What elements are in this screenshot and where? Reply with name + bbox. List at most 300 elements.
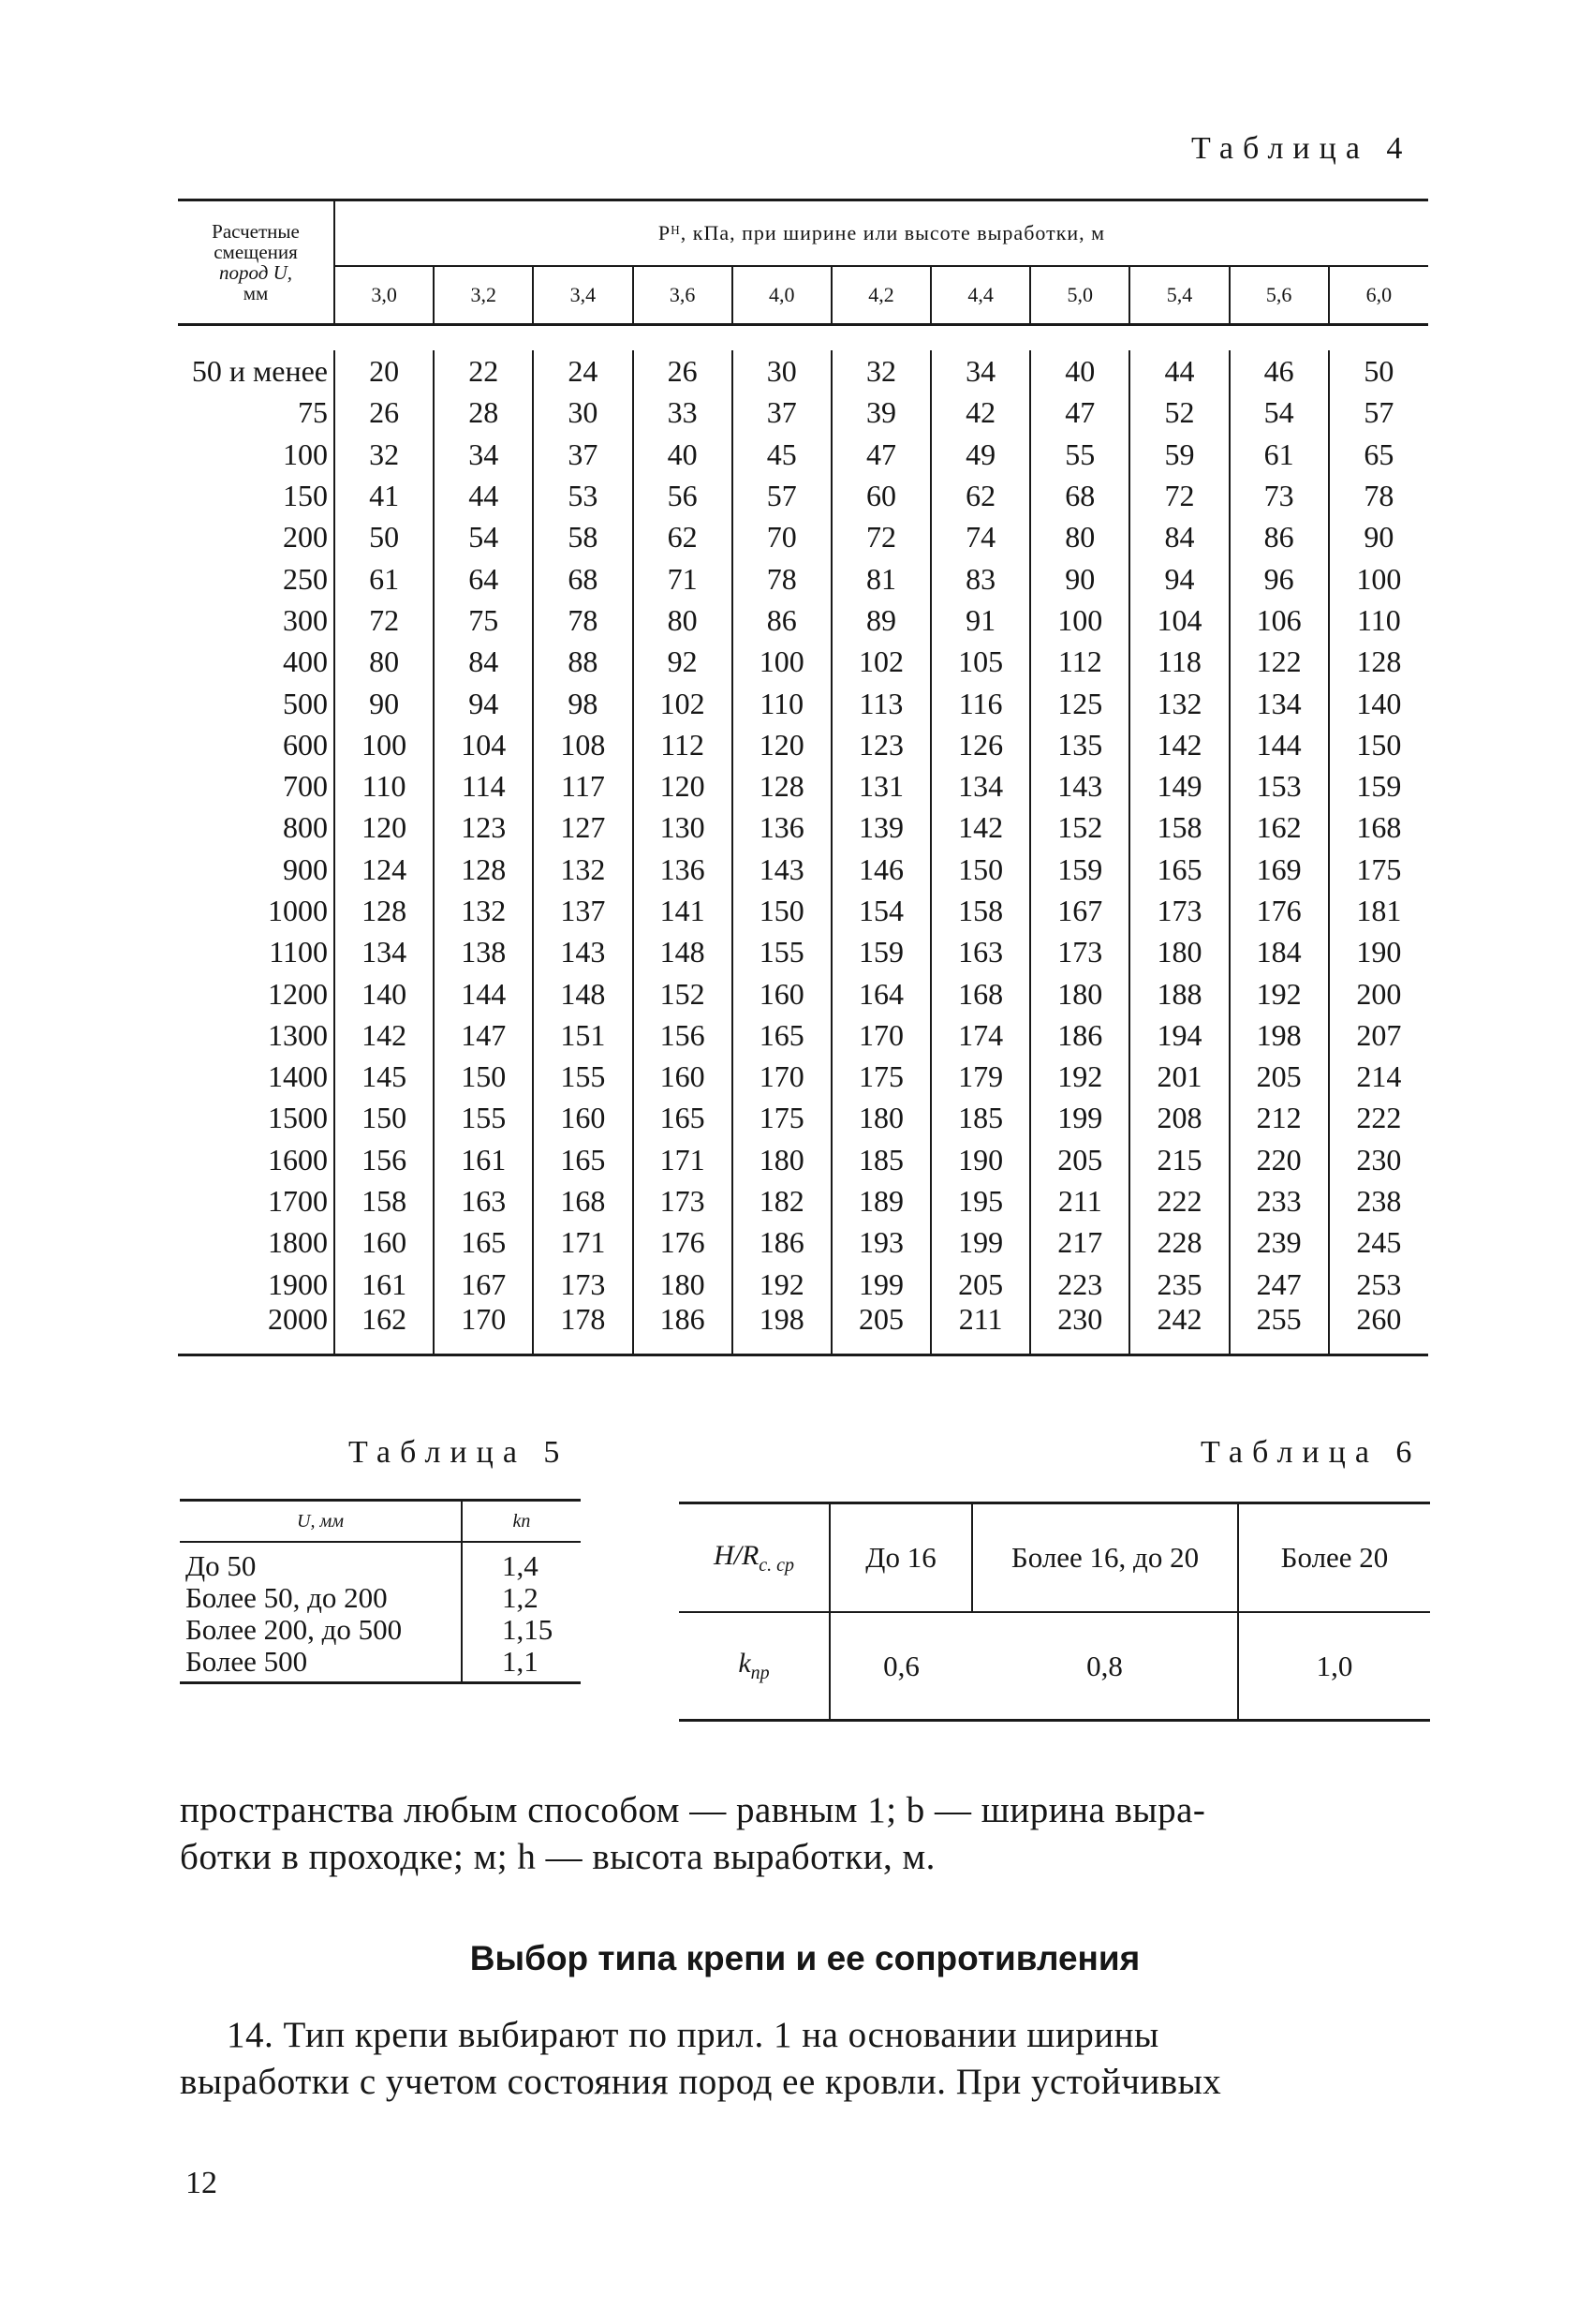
table-cell: 211 <box>931 1305 1030 1355</box>
table-cell: 54 <box>434 516 533 557</box>
table-cell: 162 <box>1230 807 1329 848</box>
table-cell: 126 <box>931 724 1030 765</box>
table-cell: 50 <box>1329 350 1428 392</box>
table-cell: 30 <box>732 350 832 392</box>
table-cell: 118 <box>1129 641 1229 682</box>
table-cell: 116 <box>931 682 1030 723</box>
table-cell: 180 <box>832 1097 931 1138</box>
table-cell: 159 <box>1329 765 1428 807</box>
table-cell: 184 <box>1230 931 1329 972</box>
table-cell: 32 <box>832 350 931 392</box>
table-cell: 112 <box>633 724 732 765</box>
paragraph-14-line: 14. Тип крепи выбирают по прил. 1 на основании ширины <box>227 2015 1159 2055</box>
table-cell: 192 <box>1030 1056 1129 1097</box>
table-cell: 239 <box>1230 1221 1329 1263</box>
table-cell: 208 <box>1129 1097 1229 1138</box>
table5-labels <box>180 1542 462 1683</box>
table-cell: 28 <box>434 392 533 433</box>
table-cell: 181 <box>1329 890 1428 931</box>
table4-caption: Таблица 4 <box>1191 131 1412 166</box>
table-cell: 150 <box>361 1101 407 1135</box>
column-header: 3,0 <box>334 266 434 325</box>
table-row <box>178 849 1428 890</box>
table-cell: 30 <box>533 392 632 433</box>
table-cell: 165 <box>1129 849 1229 890</box>
table-cell: 160 <box>732 972 832 1014</box>
table-cell: 102 <box>633 682 732 723</box>
table-cell: 68 <box>533 557 632 599</box>
table-cell: 171 <box>633 1139 732 1180</box>
table-cell: 89 <box>832 600 931 641</box>
table-cell: 215 <box>1129 1139 1229 1180</box>
column-header: 4,0 <box>732 266 832 325</box>
table6-row1-label-main: H/R <box>713 1539 760 1571</box>
table6-row1-label-sub: с. ср <box>759 1554 795 1576</box>
table-cell: 170 <box>434 1305 533 1355</box>
table-cell: 152 <box>1030 807 1129 848</box>
table-cell: 60 <box>832 475 931 516</box>
table5-value: 1,1 <box>502 1645 538 1678</box>
table-cell: 173 <box>1030 931 1129 972</box>
table-cell: 128 <box>434 849 533 890</box>
table-cell: 37 <box>533 434 632 475</box>
table5-value: 1,2 <box>502 1581 538 1614</box>
table-cell: 253 <box>1329 1264 1428 1305</box>
table-cell: 143 <box>732 849 832 890</box>
row-label: 1800 <box>178 1221 334 1263</box>
table5-header-k: kп <box>462 1501 581 1543</box>
table-row <box>178 1221 1428 1263</box>
table-cell: 127 <box>533 807 632 848</box>
table-cell: 180 <box>1030 972 1129 1014</box>
table-cell: 165 <box>533 1139 632 1180</box>
table-cell: 132 <box>533 849 632 890</box>
table-cell: 110 <box>361 769 406 804</box>
table-row <box>178 516 1428 557</box>
table-cell: 136 <box>633 849 732 890</box>
column-header: 4,2 <box>832 266 931 325</box>
column-header: 5,6 <box>1230 266 1329 325</box>
row-label: 1700 <box>178 1180 334 1221</box>
table-row <box>178 972 1428 1014</box>
table-cell: 57 <box>1329 392 1428 433</box>
table-cell: 168 <box>1329 807 1428 848</box>
table-cell: 112 <box>1030 641 1129 682</box>
table-cell: 122 <box>1230 641 1329 682</box>
table-cell: 185 <box>832 1139 931 1180</box>
table-cell: 84 <box>434 641 533 682</box>
table-cell: 132 <box>434 890 533 931</box>
table-cell: 37 <box>732 392 832 433</box>
table-cell: 201 <box>1129 1056 1229 1097</box>
table-cell: 33 <box>633 392 732 433</box>
table-cell: 161 <box>434 1139 533 1180</box>
table-cell: 26 <box>633 350 732 392</box>
table-cell: 56 <box>633 475 732 516</box>
table-cell: 100 <box>361 727 407 762</box>
table-cell: 169 <box>1230 849 1329 890</box>
table5-label: До 50 <box>185 1549 257 1582</box>
table-cell: 161 <box>361 1266 407 1301</box>
table-cell: 163 <box>434 1180 533 1221</box>
table-cell: 110 <box>732 682 832 723</box>
table5-label: Более 500 <box>185 1645 308 1678</box>
table-cell: 102 <box>832 641 931 682</box>
row-label: 700 <box>178 765 334 807</box>
table-cell: 61 <box>1230 434 1329 475</box>
table-cell: 148 <box>633 931 732 972</box>
table-row <box>178 1014 1428 1056</box>
row-label: 250 <box>178 557 334 599</box>
row-label: 1400 <box>178 1056 334 1097</box>
table-cell: 117 <box>533 765 632 807</box>
table-cell: 150 <box>931 849 1030 890</box>
row-label: 1200 <box>178 972 334 1014</box>
table-cell: 173 <box>533 1264 632 1305</box>
table-cell: 173 <box>1129 890 1229 931</box>
table-cell: 39 <box>832 392 931 433</box>
table-cell: 140 <box>361 976 407 1011</box>
row-label: 300 <box>178 600 334 641</box>
table-cell: 120 <box>361 810 407 845</box>
table-cell: 49 <box>931 434 1030 475</box>
table-cell: 72 <box>832 516 931 557</box>
table-cell: 233 <box>1230 1180 1329 1221</box>
table-cell: 80 <box>369 644 400 679</box>
table-row <box>178 765 1428 807</box>
table6-row2-label-main: k <box>738 1648 751 1679</box>
table-cell: 144 <box>434 972 533 1014</box>
table-row <box>178 724 1428 765</box>
row-label: 500 <box>178 682 334 723</box>
table-cell: 180 <box>1129 931 1229 972</box>
table-cell: 242 <box>1129 1305 1229 1355</box>
table-cell: 91 <box>931 600 1030 641</box>
table-cell: 90 <box>369 686 400 720</box>
spacer <box>178 325 1428 351</box>
table-cell: 149 <box>1129 765 1229 807</box>
table-cell: 171 <box>533 1221 632 1263</box>
table-cell: 124 <box>361 851 407 886</box>
table-cell: 81 <box>832 557 931 599</box>
table-cell: 128 <box>361 894 407 927</box>
table-cell: 134 <box>361 935 407 970</box>
table-cell: 113 <box>832 682 931 723</box>
table-cell: 47 <box>832 434 931 475</box>
table-cell: 20 <box>369 354 400 389</box>
table6-cell: 0,6 <box>830 1612 972 1721</box>
table-cell: 71 <box>633 557 732 599</box>
table-cell: 165 <box>633 1097 732 1138</box>
table-cell: 24 <box>533 350 632 392</box>
table-cell: 100 <box>1030 600 1129 641</box>
table-cell: 75 <box>434 600 533 641</box>
table-cell: 65 <box>1329 434 1428 475</box>
column-header: 5,0 <box>1030 266 1129 325</box>
table-cell: 164 <box>832 972 931 1014</box>
page-number: 12 <box>185 2166 217 2200</box>
table-cell: 180 <box>732 1139 832 1180</box>
table-row <box>178 475 1428 516</box>
column-header: 4,4 <box>931 266 1030 325</box>
row-label: 1500 <box>178 1097 334 1138</box>
table-row <box>178 1056 1428 1097</box>
table-cell: 143 <box>1030 765 1129 807</box>
table-cell: 188 <box>1129 972 1229 1014</box>
table-cell: 222 <box>1129 1180 1229 1221</box>
table-cell: 205 <box>931 1264 1030 1305</box>
table-cell: 168 <box>931 972 1030 1014</box>
table-cell: 173 <box>633 1180 732 1221</box>
table-cell: 175 <box>832 1056 931 1097</box>
table-cell: 83 <box>931 557 1030 599</box>
row-label: 600 <box>178 724 334 765</box>
table-cell: 186 <box>633 1305 732 1355</box>
table-cell: 137 <box>533 890 632 931</box>
table5-value: 1,15 <box>502 1613 553 1646</box>
table-4 <box>178 199 1428 1356</box>
table-cell: 73 <box>1230 475 1329 516</box>
table-cell: 80 <box>1030 516 1129 557</box>
table-cell: 120 <box>732 724 832 765</box>
table-cell: 260 <box>1329 1305 1428 1355</box>
param-header-line: мм <box>243 282 269 304</box>
table-cell: 80 <box>633 600 732 641</box>
continuation-line: ботки в проходке; м; h — высота выработки, м. <box>180 1837 936 1877</box>
table-cell: 175 <box>732 1097 832 1138</box>
table-cell: 132 <box>1129 682 1229 723</box>
table-cell: 205 <box>1230 1056 1329 1097</box>
table-cell: 195 <box>931 1180 1030 1221</box>
param-header-line: пород U, <box>218 261 292 284</box>
table-cell: 222 <box>1329 1097 1428 1138</box>
table6-cell: 1,0 <box>1238 1612 1430 1721</box>
table-cell: 123 <box>832 724 931 765</box>
table-row <box>178 1097 1428 1138</box>
table-cell: 162 <box>334 1305 434 1355</box>
table-cell: 50 <box>369 520 400 555</box>
table-cell: 142 <box>931 807 1030 848</box>
table6-row2-label <box>679 1612 830 1721</box>
table5-caption: Таблица 5 <box>348 1435 569 1470</box>
table-cell: 40 <box>633 434 732 475</box>
table-cell: 34 <box>434 434 533 475</box>
table-cell: 152 <box>633 972 732 1014</box>
table-cell: 57 <box>732 475 832 516</box>
table-cell: 145 <box>361 1059 407 1094</box>
table5-label: Более 50, до 200 <box>185 1581 388 1614</box>
table-cell: 54 <box>1230 392 1329 433</box>
table-cell: 190 <box>1329 931 1428 972</box>
table-cell: 142 <box>1129 724 1229 765</box>
table-cell: 193 <box>832 1221 931 1263</box>
table-cell: 130 <box>633 807 732 848</box>
table-cell: 128 <box>1329 641 1428 682</box>
row-label: 1300 <box>178 1014 334 1056</box>
table-cell: 40 <box>1030 350 1129 392</box>
table-cell: 131 <box>832 765 931 807</box>
table-cell: 180 <box>633 1264 732 1305</box>
param-header-line: Расчетные <box>212 220 300 243</box>
table5-header-u: U, мм <box>180 1501 462 1543</box>
table-cell: 78 <box>1329 475 1428 516</box>
table-cell: 141 <box>633 890 732 931</box>
table-cell: 160 <box>533 1097 632 1138</box>
table-cell: 158 <box>361 1184 407 1219</box>
table-cell: 186 <box>1030 1014 1129 1056</box>
table-cell: 72 <box>369 602 400 637</box>
table-6 <box>679 1502 1430 1722</box>
row-label: 1900 <box>178 1264 334 1305</box>
table-cell: 105 <box>931 641 1030 682</box>
table-cell: 154 <box>832 890 931 931</box>
table-cell: 214 <box>1329 1056 1428 1097</box>
table-cell: 155 <box>434 1097 533 1138</box>
column-header: 5,4 <box>1129 266 1229 325</box>
table-cell: 147 <box>434 1014 533 1056</box>
column-header: 3,4 <box>533 266 632 325</box>
table-row <box>178 557 1428 599</box>
section-heading: Выбор типа крепи и ее сопротивления <box>469 1939 1141 1977</box>
table-cell: 238 <box>1329 1180 1428 1221</box>
table-row <box>178 807 1428 848</box>
table-cell: 230 <box>1329 1139 1428 1180</box>
table-cell: 62 <box>931 475 1030 516</box>
row-label: 800 <box>178 807 334 848</box>
table-cell: 159 <box>1030 849 1129 890</box>
table-cell: 26 <box>369 395 400 430</box>
table-cell: 198 <box>1230 1014 1329 1056</box>
table6-cell: Более 20 <box>1238 1503 1430 1613</box>
table-cell: 158 <box>1129 807 1229 848</box>
row-label: 1000 <box>178 890 334 931</box>
table-cell: 217 <box>1030 1221 1129 1263</box>
table-cell: 34 <box>931 350 1030 392</box>
table-cell: 205 <box>832 1305 931 1355</box>
table-cell: 134 <box>931 765 1030 807</box>
table5-value: 1,4 <box>502 1549 538 1582</box>
table6-cell: До 16 <box>830 1503 972 1613</box>
table-cell: 160 <box>633 1056 732 1097</box>
table-cell: 207 <box>1329 1014 1428 1056</box>
table-cell: 44 <box>1129 350 1229 392</box>
table-cell: 64 <box>434 557 533 599</box>
row-label: 50 и менее <box>178 350 334 392</box>
table-row <box>178 682 1428 723</box>
table-cell: 228 <box>1129 1221 1229 1263</box>
table-cell: 255 <box>1230 1305 1329 1355</box>
table-cell: 45 <box>732 434 832 475</box>
table-cell: 189 <box>832 1180 931 1221</box>
table-cell: 153 <box>1230 765 1329 807</box>
table-cell: 192 <box>732 1264 832 1305</box>
row-label: 1600 <box>178 1139 334 1180</box>
table6-cell: 0,8 <box>972 1612 1238 1721</box>
table-cell: 150 <box>1329 724 1428 765</box>
table-cell: 178 <box>533 1305 632 1355</box>
table-cell: 96 <box>1230 557 1329 599</box>
table-row <box>178 890 1428 931</box>
table-cell: 167 <box>1030 890 1129 931</box>
table-cell: 167 <box>434 1264 533 1305</box>
table-cell: 136 <box>732 807 832 848</box>
table-cell: 150 <box>434 1056 533 1097</box>
table-cell: 182 <box>732 1180 832 1221</box>
table5-values <box>462 1542 581 1683</box>
table-cell: 165 <box>434 1221 533 1263</box>
table-cell: 52 <box>1129 392 1229 433</box>
table-cell: 199 <box>931 1221 1030 1263</box>
table-cell: 62 <box>633 516 732 557</box>
table-cell: 185 <box>931 1097 1030 1138</box>
table-cell: 220 <box>1230 1139 1329 1180</box>
table-cell: 70 <box>732 516 832 557</box>
table-cell: 235 <box>1129 1264 1229 1305</box>
table-cell: 199 <box>1030 1097 1129 1138</box>
table-cell: 128 <box>732 765 832 807</box>
row-label: 100 <box>178 434 334 475</box>
column-header: 6,0 <box>1329 266 1428 325</box>
table-cell: 160 <box>361 1225 407 1260</box>
table-cell: 94 <box>1129 557 1229 599</box>
table-cell: 159 <box>832 931 931 972</box>
table-cell: 108 <box>533 724 632 765</box>
table-cell: 78 <box>533 600 632 641</box>
table-cell: 155 <box>533 1056 632 1097</box>
table-cell: 68 <box>1030 475 1129 516</box>
table-cell: 46 <box>1230 350 1329 392</box>
table-cell: 230 <box>1030 1305 1129 1355</box>
table-cell: 168 <box>533 1180 632 1221</box>
table-cell: 175 <box>1329 849 1428 890</box>
table-cell: 146 <box>832 849 931 890</box>
table-row <box>178 350 1428 392</box>
table-5 <box>180 1499 581 1684</box>
table-cell: 53 <box>533 475 632 516</box>
table-cell: 120 <box>633 765 732 807</box>
table-cell: 199 <box>832 1264 931 1305</box>
row-label: 1100 <box>178 931 334 972</box>
table-cell: 90 <box>1030 557 1129 599</box>
table6-row1-label <box>679 1503 830 1613</box>
column-header: 3,2 <box>434 266 533 325</box>
table-cell: 59 <box>1129 434 1229 475</box>
table-cell: 156 <box>633 1014 732 1056</box>
table-cell: 74 <box>931 516 1030 557</box>
table-cell: 78 <box>732 557 832 599</box>
table-row <box>178 1139 1428 1180</box>
table-cell: 47 <box>1030 392 1129 433</box>
table-cell: 163 <box>931 931 1030 972</box>
table-cell: 150 <box>732 890 832 931</box>
pressure-span-header: Pᴴ, кПа, при ширине или высоте выработки, м <box>334 200 1428 267</box>
table-cell: 198 <box>732 1305 832 1355</box>
table5-label: Более 200, до 500 <box>185 1613 403 1646</box>
table-cell: 140 <box>1329 682 1428 723</box>
row-label: 2000 <box>178 1305 334 1355</box>
table-row <box>178 641 1428 682</box>
table-cell: 247 <box>1230 1264 1329 1305</box>
row-label: 900 <box>178 849 334 890</box>
table-cell: 170 <box>732 1056 832 1097</box>
table-cell: 139 <box>832 807 931 848</box>
table-cell: 155 <box>732 931 832 972</box>
table-cell: 190 <box>931 1139 1030 1180</box>
table-cell: 41 <box>369 479 400 513</box>
table-cell: 179 <box>931 1056 1030 1097</box>
continuation-line: пространства любым способом — равным 1; b — ширина выра- <box>180 1790 1206 1830</box>
table-cell: 125 <box>1030 682 1129 723</box>
